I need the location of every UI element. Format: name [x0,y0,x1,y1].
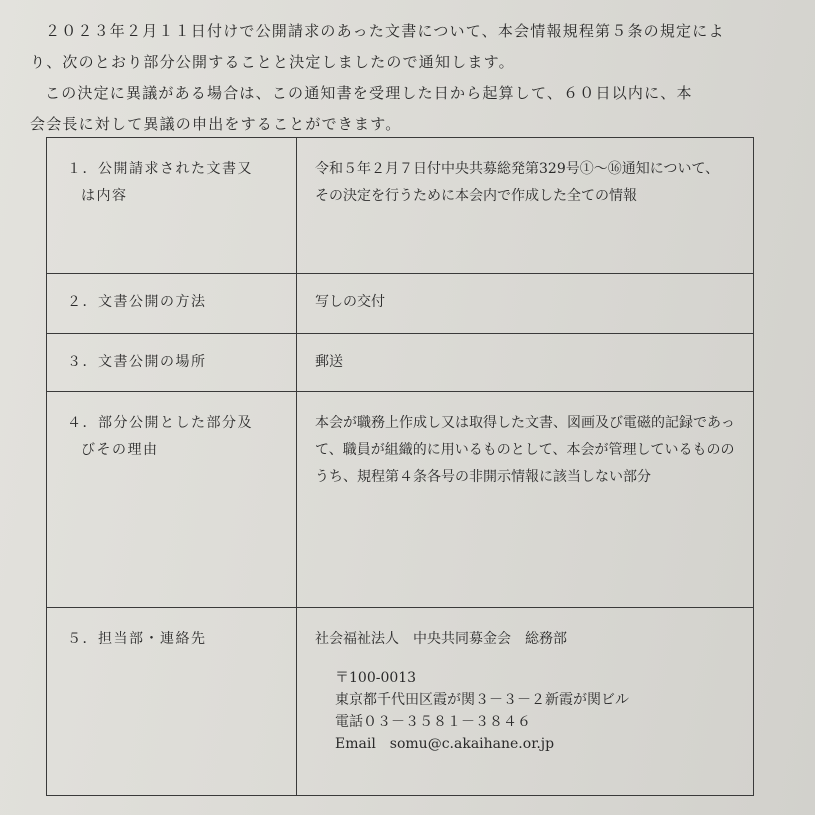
row-label [47,608,297,796]
label-line: びその理由 [81,442,159,458]
intro-p2-line1: この決定に異議がある場合は、この通知書を受理した日から起算して、６０日以内に、本 [45,84,693,102]
row-label [47,392,297,608]
value-line: 写しの交付 [315,294,385,310]
row-label [47,334,297,392]
disclosure-table [46,137,754,796]
label-line: ４．部分公開とした部分及 [67,415,253,431]
row-label [47,274,297,334]
row-value [297,138,754,274]
intro-paragraph-2 [30,78,790,109]
intro-p2-line2: 会会長に対して異議の申出をすることができます。 [30,115,402,133]
label-line: ５．担当部・連絡先 [67,631,207,647]
table-row-disclosure-method [47,274,754,334]
table-row-requested-document [47,138,754,274]
row-value [297,334,754,392]
label-line: は内容 [81,188,128,204]
row-value [297,274,754,334]
value-line: 郵送 [315,354,343,370]
value-line: て、職員が組織的に用いるものとして、本会が管理しているものの [315,442,735,458]
label-line: ３．文書公開の場所 [67,354,207,370]
row-value [297,392,754,608]
label-line: １．公開請求された文書又 [67,161,253,177]
intro-paragraph-1 [30,16,790,47]
intro-p1-line1: ２０２３年２月１１日付けで公開請求のあった文書について、本会情報規程第５条の規定によ [45,22,725,40]
value-line: その決定を行うために本会内で作成した全ての情報 [315,188,637,204]
table-row-contact [47,608,754,796]
postal-code: 〒100-0013 [335,670,417,686]
intro-p1-line2: り、次のとおり部分公開することと決定しましたので通知します。 [30,53,515,71]
value-line: 令和５年２月７日付中央共募総発第329号①～⑯通知について、 [315,161,720,177]
contact-phone: 電話０３－３５８１－３８４６ [335,714,531,730]
label-line: ２．文書公開の方法 [67,294,207,310]
contact-address: 東京都千代田区霞が関３－３－２新霞が関ビル [335,692,629,708]
contact-email: Email somu@c.akaihane.or.jp [335,736,555,752]
value-line: うち、規程第４条各号の非開示情報に該当しない部分 [315,469,651,485]
table-row-disclosure-place [47,334,754,392]
table-row-partial-disclosure-reason [47,392,754,608]
value-line: 本会が職務上作成し又は取得した文書、図画及び電磁的記録であっ [315,415,735,431]
row-label [47,138,297,274]
contact-organization: 社会福祉法人 中央共同募金会 総務部 [315,631,567,647]
intro-text [30,16,790,140]
row-value [297,608,754,796]
